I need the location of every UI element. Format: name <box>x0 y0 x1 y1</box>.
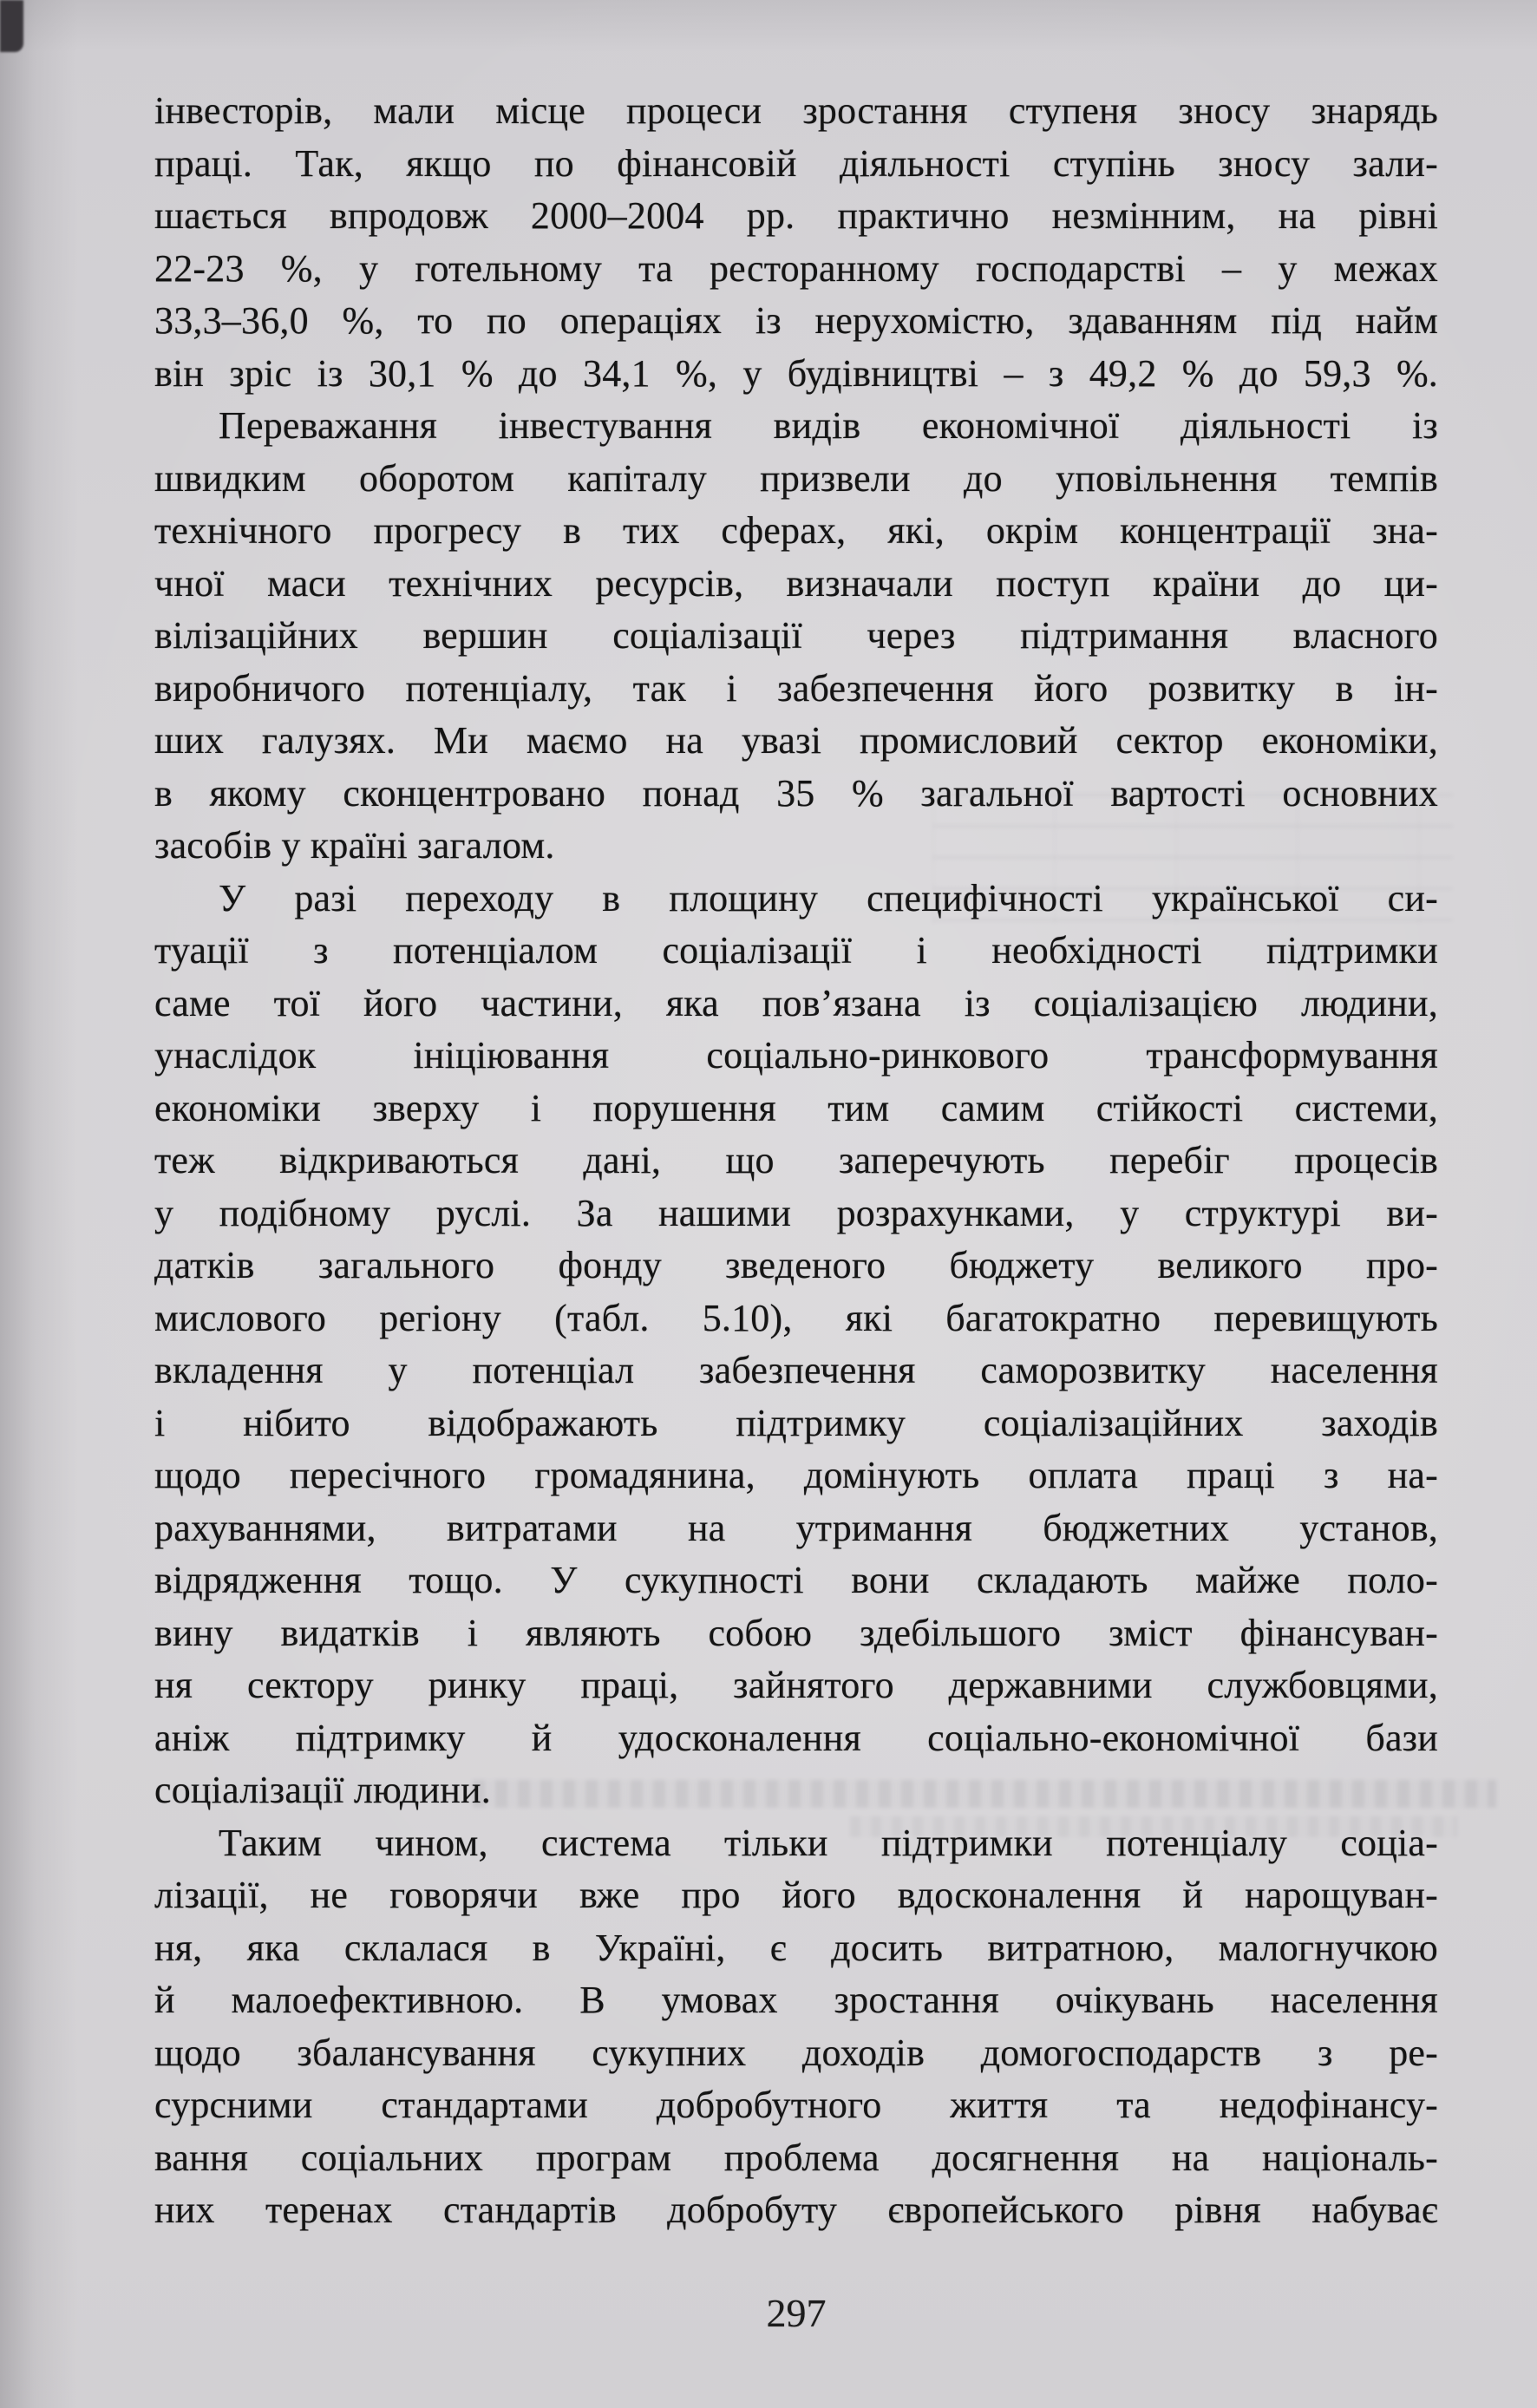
text-line: Таким чином, система тільки підтримки потенціалу соціа- <box>219 1821 1438 1864</box>
scan-corner-artifact <box>0 0 23 52</box>
page-number: 297 <box>766 2291 827 2335</box>
text-line: ших галузях. Ми маємо на увазі промисловий сектор економіки, <box>154 719 1438 762</box>
text-line: аніж підтримку й удосконалення соціально-економічної бази <box>154 1716 1438 1759</box>
text-line: унаслідок ініціювання соціально-ринкового трансформування <box>154 1034 1438 1076</box>
scan-top-shadow <box>0 0 1537 52</box>
text-line: швидким оборотом капіталу призвели до уповільнення темпів <box>154 456 1438 500</box>
text-line: вання соціальних програм проблема досягнення на національ- <box>154 2136 1438 2179</box>
text-line: сурсними стандартами добробутного життя та недофінансу- <box>154 2084 1438 2126</box>
text-line: виробничого потенціалу, так і забезпечення його розвитку в ін- <box>154 666 1438 710</box>
text-line: щодо пересічного громадянина, домінують оплата праці з на- <box>154 1454 1438 1496</box>
text-line: щодо збалансування сукупних доходів домогосподарств з ре- <box>154 2031 1438 2074</box>
text-line: шається впродовж 2000–2004 рр. практично незмінним, на рівні <box>154 194 1438 237</box>
text-line: засобів у країні загалом. <box>154 824 555 867</box>
text-line: вину видатків і являють собою здебільшого зміст фінансуван- <box>154 1611 1438 1654</box>
text-block <box>154 85 1438 2237</box>
text-line: він зріс із 30,1 % до 34,1 %, у будівництві – з 49,2 % до 59,3 %. <box>154 351 1438 395</box>
text-line: економіки зверху і порушення тим самим стійкості системи, <box>154 1086 1438 1129</box>
text-line: відрядження тощо. У сукупності вони складають майже поло- <box>154 1559 1438 1601</box>
text-line: вкладення у потенціал забезпечення саморозвитку населення <box>154 1349 1438 1391</box>
scan-left-shadow <box>0 0 78 2408</box>
text-line: соціалізації людини. <box>154 1769 491 1811</box>
text-line: датків загального фонду зведеного бюджету великого про- <box>154 1244 1438 1286</box>
text-line: ня сектору ринку праці, зайнятого державними службовцями, <box>154 1664 1438 1706</box>
text-line: лізації, не говорячи вже про його вдосконалення й нарощуван- <box>154 1874 1438 1916</box>
text-line: чної маси технічних ресурсів, визначали поступ країни до ци- <box>154 561 1438 605</box>
text-line: них теренах стандартів добробуту європейського рівня набуває <box>154 2189 1438 2231</box>
text-line: праці. Так, якщо по фінансовій діяльності ступінь зносу зали- <box>154 141 1438 185</box>
text-line: саме тої його частини, яка пов’язана із соціалізацією людини, <box>154 981 1438 1024</box>
text-line: 33,3–36,0 %, то по операціях із нерухомістю, здаванням під найм <box>154 299 1438 342</box>
text-line: рахуваннями, витратами на утримання бюджетних установ, <box>154 1506 1438 1549</box>
paragraph <box>154 400 1438 873</box>
paragraph <box>154 873 1438 1817</box>
text-line: ня, яка склалася в Україні, є досить витратною, малогнучкою <box>154 1926 1438 1969</box>
text-line: 22-23 %, у готельному та ресторанному господарстві – у межах <box>154 246 1438 290</box>
text-line: вілізаційних вершин соціалізації через підтримання власного <box>154 614 1438 657</box>
text-line: У разі переходу в площину специфічності української си- <box>219 876 1438 919</box>
text-line: Переважання інвестування видів економічної діяльності із <box>219 404 1438 447</box>
text-line: мислового регіону (табл. 5.10), які багатократно перевищують <box>154 1296 1438 1339</box>
text-line: й малоефективною. В умовах зростання очікувань населення <box>154 1979 1438 2021</box>
text-line: інвесторів, мали місце процеси зростання ступеня зносу знарядь <box>154 89 1438 132</box>
text-line: у подібному руслі. За нашими розрахунками, у структурі ви- <box>154 1191 1438 1234</box>
text-line: технічного прогресу в тих сферах, які, окрім концентрації зна- <box>154 509 1438 552</box>
paragraph <box>154 1817 1438 2237</box>
text-line: теж відкриваються дані, що заперечують перебіг процесів <box>154 1139 1438 1181</box>
text-line: і нібито відображають підтримку соціалізаційних заходів <box>154 1401 1438 1444</box>
paragraph <box>154 85 1438 400</box>
text-line: туації з потенціалом соціалізації і необхідності підтримки <box>154 929 1438 972</box>
text-line: в якому сконцентровано понад 35 % загальної вартості основних <box>154 771 1438 815</box>
